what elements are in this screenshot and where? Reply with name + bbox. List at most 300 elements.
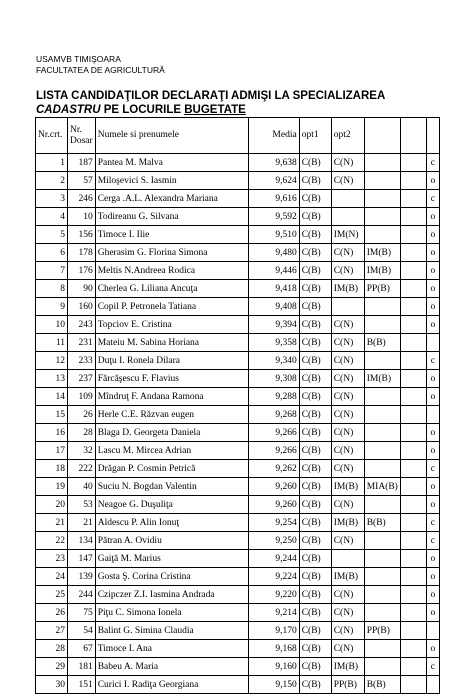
table-row <box>36 460 440 478</box>
cell-name: Todireanu G. Silvana <box>95 208 248 226</box>
table-row <box>36 172 440 190</box>
title-line-1: LISTA CANDIDAŢILOR DECLARAŢI ADMIŞI LA SPECIALIZAREA <box>36 90 386 102</box>
table-row <box>36 280 440 298</box>
cell-dosar: 26 <box>68 406 96 424</box>
cell-opt4 <box>400 658 426 676</box>
cell-opt3: PP(B) <box>364 280 400 298</box>
cell-media: 9,250 <box>248 532 299 550</box>
cell-language: c <box>426 658 439 676</box>
cell-opt1: C(B) <box>299 604 331 622</box>
cell-opt4 <box>400 370 426 388</box>
cell-name: Cherlea G. Liliana Ancuţa <box>95 280 248 298</box>
cell-nr: 9 <box>36 298 68 316</box>
cell-opt1: C(B) <box>299 208 331 226</box>
cell-dosar: 109 <box>68 388 96 406</box>
cell-language <box>426 406 439 424</box>
table-row <box>36 640 440 658</box>
cell-opt2: C(N) <box>331 406 364 424</box>
cell-dosar: 156 <box>68 226 96 244</box>
cell-dosar: 237 <box>68 370 96 388</box>
cell-opt2: IM(B) <box>331 514 364 532</box>
cell-opt3 <box>364 604 400 622</box>
table-row <box>36 478 440 496</box>
cell-dosar: 244 <box>68 586 96 604</box>
cell-media: 9,308 <box>248 370 299 388</box>
cell-opt1: C(B) <box>299 280 331 298</box>
cell-opt2: C(N) <box>331 460 364 478</box>
table-row <box>36 442 440 460</box>
cell-nr: 24 <box>36 568 68 586</box>
cell-name: Balint G. Simina Claudia <box>95 622 248 640</box>
cell-language <box>426 334 439 352</box>
cell-name: Topciov E. Cristina <box>95 316 248 334</box>
cell-nr: 13 <box>36 370 68 388</box>
cell-opt2: C(N) <box>331 532 364 550</box>
cell-nr: 17 <box>36 442 68 460</box>
cell-language: c <box>426 154 439 172</box>
cell-name: Suciu N. Bogdan Valentin <box>95 478 248 496</box>
cell-dosar: 147 <box>68 550 96 568</box>
cell-opt3: B(B) <box>364 514 400 532</box>
cell-nr: 26 <box>36 604 68 622</box>
cell-language: o <box>426 298 439 316</box>
cell-media: 9,244 <box>248 550 299 568</box>
candidates-table <box>35 117 440 694</box>
cell-dosar: 134 <box>68 532 96 550</box>
title-middle: PE LOCURILE <box>100 104 185 116</box>
cell-language: c <box>426 190 439 208</box>
cell-media: 9,254 <box>248 514 299 532</box>
cell-opt4 <box>400 226 426 244</box>
cell-dosar: 32 <box>68 442 96 460</box>
cell-media: 9,150 <box>248 676 299 694</box>
cell-language <box>426 676 439 694</box>
title-funding: BUGETATE <box>184 104 246 116</box>
cell-language <box>426 622 439 640</box>
cell-opt4 <box>400 208 426 226</box>
cell-name: Neagoe G. Duşuliţa <box>95 496 248 514</box>
cell-opt2: C(N) <box>331 640 364 658</box>
cell-opt2: C(N) <box>331 172 364 190</box>
cell-media: 9,616 <box>248 190 299 208</box>
cell-opt4 <box>400 586 426 604</box>
cell-opt4 <box>400 352 426 370</box>
cell-dosar: 233 <box>68 352 96 370</box>
cell-opt3 <box>364 388 400 406</box>
cell-language: o <box>426 208 439 226</box>
cell-opt4 <box>400 496 426 514</box>
cell-opt2: C(N) <box>331 622 364 640</box>
cell-language: o <box>426 568 439 586</box>
table-row <box>36 352 440 370</box>
cell-opt1: C(B) <box>299 640 331 658</box>
table-row <box>36 550 440 568</box>
cell-media: 9,160 <box>248 658 299 676</box>
cell-dosar: 28 <box>68 424 96 442</box>
cell-opt3 <box>364 190 400 208</box>
cell-nr: 29 <box>36 658 68 676</box>
header-opt1: opt1 <box>299 118 331 154</box>
cell-name: Lascu M. Mircea Adrian <box>95 442 248 460</box>
cell-nr: 1 <box>36 154 68 172</box>
cell-media: 9,266 <box>248 424 299 442</box>
cell-opt4 <box>400 676 426 694</box>
cell-media: 9,262 <box>248 460 299 478</box>
cell-opt2: C(N) <box>331 262 364 280</box>
cell-opt1: C(B) <box>299 406 331 424</box>
cell-media: 9,394 <box>248 316 299 334</box>
cell-opt2: PP(B) <box>331 676 364 694</box>
cell-opt1: C(B) <box>299 478 331 496</box>
cell-nr: 16 <box>36 424 68 442</box>
cell-language: o <box>426 604 439 622</box>
cell-nr: 18 <box>36 460 68 478</box>
page-title <box>36 89 436 117</box>
cell-opt4 <box>400 190 426 208</box>
cell-media: 9,170 <box>248 622 299 640</box>
header-opt2: opt2 <box>331 118 364 154</box>
table-body <box>36 154 440 694</box>
cell-media: 9,260 <box>248 496 299 514</box>
cell-language: o <box>426 442 439 460</box>
cell-name: Gherasim G. Florina Simona <box>95 244 248 262</box>
cell-nr: 19 <box>36 478 68 496</box>
cell-opt3: B(B) <box>364 334 400 352</box>
cell-opt3 <box>364 406 400 424</box>
cell-opt3 <box>364 424 400 442</box>
cell-nr: 8 <box>36 280 68 298</box>
cell-opt2: C(N) <box>331 334 364 352</box>
header-language <box>426 118 439 154</box>
cell-opt1: C(B) <box>299 586 331 604</box>
cell-opt4 <box>400 532 426 550</box>
cell-opt1: C(B) <box>299 460 331 478</box>
table-row <box>36 370 440 388</box>
cell-opt3: IM(B) <box>364 262 400 280</box>
cell-opt3: B(B) <box>364 676 400 694</box>
table-row <box>36 406 440 424</box>
cell-opt1: C(B) <box>299 550 331 568</box>
cell-name: Blaga D. Georgeta Daniela <box>95 424 248 442</box>
cell-nr: 6 <box>36 244 68 262</box>
cell-media: 9,288 <box>248 388 299 406</box>
cell-language: o <box>426 424 439 442</box>
header-name: Numele si prenumele <box>95 118 248 154</box>
cell-media: 9,214 <box>248 604 299 622</box>
cell-nr: 20 <box>36 496 68 514</box>
cell-name: Timoce I. Ana <box>95 640 248 658</box>
cell-opt1: C(B) <box>299 226 331 244</box>
cell-media: 9,480 <box>248 244 299 262</box>
cell-nr: 27 <box>36 622 68 640</box>
cell-dosar: 57 <box>68 172 96 190</box>
table-row <box>36 388 440 406</box>
cell-name: Czipczer Z.I. Iasmina Andrada <box>95 586 248 604</box>
table-row <box>36 622 440 640</box>
table-row <box>36 244 440 262</box>
cell-name: Miloşevici S. Iasmin <box>95 172 248 190</box>
cell-name: Pătran A. Ovidiu <box>95 532 248 550</box>
cell-language: c <box>426 352 439 370</box>
cell-opt4 <box>400 478 426 496</box>
cell-name: Drăgan P. Cosmin Petrică <box>95 460 248 478</box>
cell-media: 9,624 <box>248 172 299 190</box>
cell-name: Herle C.E. Răzvan eugen <box>95 406 248 424</box>
cell-opt4 <box>400 388 426 406</box>
cell-opt3 <box>364 208 400 226</box>
table-row <box>36 586 440 604</box>
cell-opt2: IM(B) <box>331 568 364 586</box>
table-row <box>36 190 440 208</box>
cell-opt4 <box>400 154 426 172</box>
cell-opt2: C(N) <box>331 496 364 514</box>
cell-name: Gaiţă M. Marius <box>95 550 248 568</box>
cell-opt2: C(N) <box>331 244 364 262</box>
cell-media: 9,260 <box>248 478 299 496</box>
header-opt3 <box>364 118 400 154</box>
cell-opt2: IM(B) <box>331 478 364 496</box>
cell-opt3: IM(B) <box>364 370 400 388</box>
cell-opt1: C(B) <box>299 154 331 172</box>
title-specialization: CADASTRU <box>36 104 101 116</box>
cell-opt1: C(B) <box>299 334 331 352</box>
header-media: Media <box>248 118 299 154</box>
cell-opt1: C(B) <box>299 190 331 208</box>
cell-nr: 7 <box>36 262 68 280</box>
cell-media: 9,268 <box>248 406 299 424</box>
cell-opt4 <box>400 550 426 568</box>
cell-opt1: C(B) <box>299 532 331 550</box>
table-row <box>36 154 440 172</box>
table-row <box>36 568 440 586</box>
cell-opt1: C(B) <box>299 388 331 406</box>
cell-opt4 <box>400 424 426 442</box>
cell-name: Mîndruţ F. Andana Ramona <box>95 388 248 406</box>
cell-opt3 <box>364 586 400 604</box>
cell-opt1: C(B) <box>299 370 331 388</box>
cell-opt2: C(N) <box>331 316 364 334</box>
cell-media: 9,408 <box>248 298 299 316</box>
cell-language: o <box>426 262 439 280</box>
cell-name: Pantea M. Malva <box>95 154 248 172</box>
cell-opt3 <box>364 172 400 190</box>
cell-media: 9,340 <box>248 352 299 370</box>
cell-dosar: 75 <box>68 604 96 622</box>
cell-name: Copil P. Petronela Tatiana <box>95 298 248 316</box>
cell-opt1: C(B) <box>299 298 331 316</box>
cell-name: Curici I. Radiţa Georgiana <box>95 676 248 694</box>
cell-opt3 <box>364 298 400 316</box>
cell-dosar: 139 <box>68 568 96 586</box>
cell-media: 9,168 <box>248 640 299 658</box>
cell-opt1: C(B) <box>299 676 331 694</box>
cell-media: 9,592 <box>248 208 299 226</box>
cell-name: Fărcăşescu F. Flavius <box>95 370 248 388</box>
cell-nr: 28 <box>36 640 68 658</box>
cell-media: 9,224 <box>248 568 299 586</box>
table-row <box>36 424 440 442</box>
cell-dosar: 246 <box>68 190 96 208</box>
cell-media: 9,638 <box>248 154 299 172</box>
cell-opt4 <box>400 280 426 298</box>
cell-media: 9,446 <box>248 262 299 280</box>
cell-language: o <box>426 226 439 244</box>
cell-language: c <box>426 514 439 532</box>
cell-opt1: C(B) <box>299 424 331 442</box>
cell-nr: 2 <box>36 172 68 190</box>
cell-opt1: C(B) <box>299 316 331 334</box>
cell-media: 9,220 <box>248 586 299 604</box>
cell-opt1: C(B) <box>299 352 331 370</box>
cell-language: c <box>426 460 439 478</box>
cell-opt4 <box>400 244 426 262</box>
cell-opt2 <box>331 298 364 316</box>
cell-dosar: 151 <box>68 676 96 694</box>
cell-language: o <box>426 244 439 262</box>
cell-opt4 <box>400 514 426 532</box>
cell-nr: 5 <box>36 226 68 244</box>
cell-dosar: 53 <box>68 496 96 514</box>
cell-opt4 <box>400 316 426 334</box>
cell-opt2: C(N) <box>331 370 364 388</box>
table-row <box>36 208 440 226</box>
cell-dosar: 10 <box>68 208 96 226</box>
cell-opt3 <box>364 352 400 370</box>
table-header-row <box>36 118 440 154</box>
cell-opt1: C(B) <box>299 496 331 514</box>
cell-opt3 <box>364 496 400 514</box>
cell-name: Aldescu P. Alin Ionuţ <box>95 514 248 532</box>
cell-opt2: C(N) <box>331 604 364 622</box>
cell-language: o <box>426 370 439 388</box>
cell-dosar: 176 <box>68 262 96 280</box>
cell-opt3 <box>364 532 400 550</box>
cell-nr: 21 <box>36 514 68 532</box>
cell-opt3 <box>364 460 400 478</box>
cell-opt1: C(B) <box>299 262 331 280</box>
cell-media: 9,510 <box>248 226 299 244</box>
cell-language: o <box>426 478 439 496</box>
table-row <box>36 316 440 334</box>
cell-opt2: C(N) <box>331 586 364 604</box>
cell-opt2 <box>331 550 364 568</box>
cell-nr: 12 <box>36 352 68 370</box>
cell-opt4 <box>400 172 426 190</box>
cell-opt1: C(B) <box>299 514 331 532</box>
cell-opt4 <box>400 262 426 280</box>
cell-name: Timoce I. Ilie <box>95 226 248 244</box>
cell-language: o <box>426 172 439 190</box>
cell-opt3 <box>364 640 400 658</box>
cell-opt4 <box>400 622 426 640</box>
cell-opt4 <box>400 298 426 316</box>
cell-opt2: C(N) <box>331 154 364 172</box>
cell-media: 9,266 <box>248 442 299 460</box>
cell-name: Duţu I. Ronela Dilara <box>95 352 248 370</box>
cell-nr: 3 <box>36 190 68 208</box>
cell-opt3 <box>364 226 400 244</box>
cell-nr: 15 <box>36 406 68 424</box>
cell-opt4 <box>400 460 426 478</box>
cell-name: Meltis N.Andreea Rodica <box>95 262 248 280</box>
cell-name: Babeu A. Maria <box>95 658 248 676</box>
cell-nr: 25 <box>36 586 68 604</box>
cell-opt2: C(N) <box>331 388 364 406</box>
cell-opt4 <box>400 442 426 460</box>
cell-nr: 10 <box>36 316 68 334</box>
document-header <box>36 54 165 76</box>
cell-dosar: 21 <box>68 514 96 532</box>
cell-opt2: C(N) <box>331 352 364 370</box>
title-line-2 <box>36 103 436 117</box>
cell-opt1: C(B) <box>299 622 331 640</box>
cell-dosar: 181 <box>68 658 96 676</box>
cell-dosar: 231 <box>68 334 96 352</box>
cell-opt2: C(N) <box>331 442 364 460</box>
cell-opt2: IM(B) <box>331 280 364 298</box>
table-row <box>36 658 440 676</box>
cell-opt4 <box>400 406 426 424</box>
cell-opt1: C(B) <box>299 658 331 676</box>
cell-language: o <box>426 586 439 604</box>
cell-opt2: IM(N) <box>331 226 364 244</box>
header-dosar: Nr. Dosar <box>68 118 96 154</box>
cell-opt3 <box>364 442 400 460</box>
university-name: USAMVB TIMIŞOARA <box>36 54 121 64</box>
cell-opt3: IM(B) <box>364 244 400 262</box>
cell-opt4 <box>400 640 426 658</box>
cell-name: Piţu C. Simona Ionela <box>95 604 248 622</box>
cell-opt1: C(B) <box>299 568 331 586</box>
cell-opt1: C(B) <box>299 442 331 460</box>
cell-nr: 23 <box>36 550 68 568</box>
cell-nr: 30 <box>36 676 68 694</box>
cell-opt2 <box>331 208 364 226</box>
cell-language: o <box>426 550 439 568</box>
cell-language: o <box>426 388 439 406</box>
cell-name: Mateiu M. Sabina Horiana <box>95 334 248 352</box>
cell-dosar: 243 <box>68 316 96 334</box>
cell-dosar: 54 <box>68 622 96 640</box>
cell-dosar: 222 <box>68 460 96 478</box>
cell-name: Cerga .A.L. Alexandra Mariana <box>95 190 248 208</box>
cell-opt1: C(B) <box>299 172 331 190</box>
table-row <box>36 334 440 352</box>
cell-language: c <box>426 532 439 550</box>
cell-dosar: 187 <box>68 154 96 172</box>
cell-language: o <box>426 280 439 298</box>
header-nr: Nr.crt. <box>36 118 68 154</box>
cell-opt1: C(B) <box>299 244 331 262</box>
cell-nr: 11 <box>36 334 68 352</box>
faculty-name: FACULTATEA DE AGRICULTURĂ <box>36 65 165 75</box>
table-row <box>36 514 440 532</box>
cell-opt3: MIA(B) <box>364 478 400 496</box>
cell-opt3: PP(B) <box>364 622 400 640</box>
cell-dosar: 90 <box>68 280 96 298</box>
cell-opt2: IM(B) <box>331 658 364 676</box>
cell-language: o <box>426 496 439 514</box>
cell-dosar: 40 <box>68 478 96 496</box>
cell-opt3 <box>364 568 400 586</box>
table-row <box>36 298 440 316</box>
cell-opt2: C(N) <box>331 424 364 442</box>
table-row <box>36 532 440 550</box>
table-row <box>36 496 440 514</box>
cell-dosar: 160 <box>68 298 96 316</box>
cell-language: o <box>426 316 439 334</box>
cell-opt3 <box>364 154 400 172</box>
